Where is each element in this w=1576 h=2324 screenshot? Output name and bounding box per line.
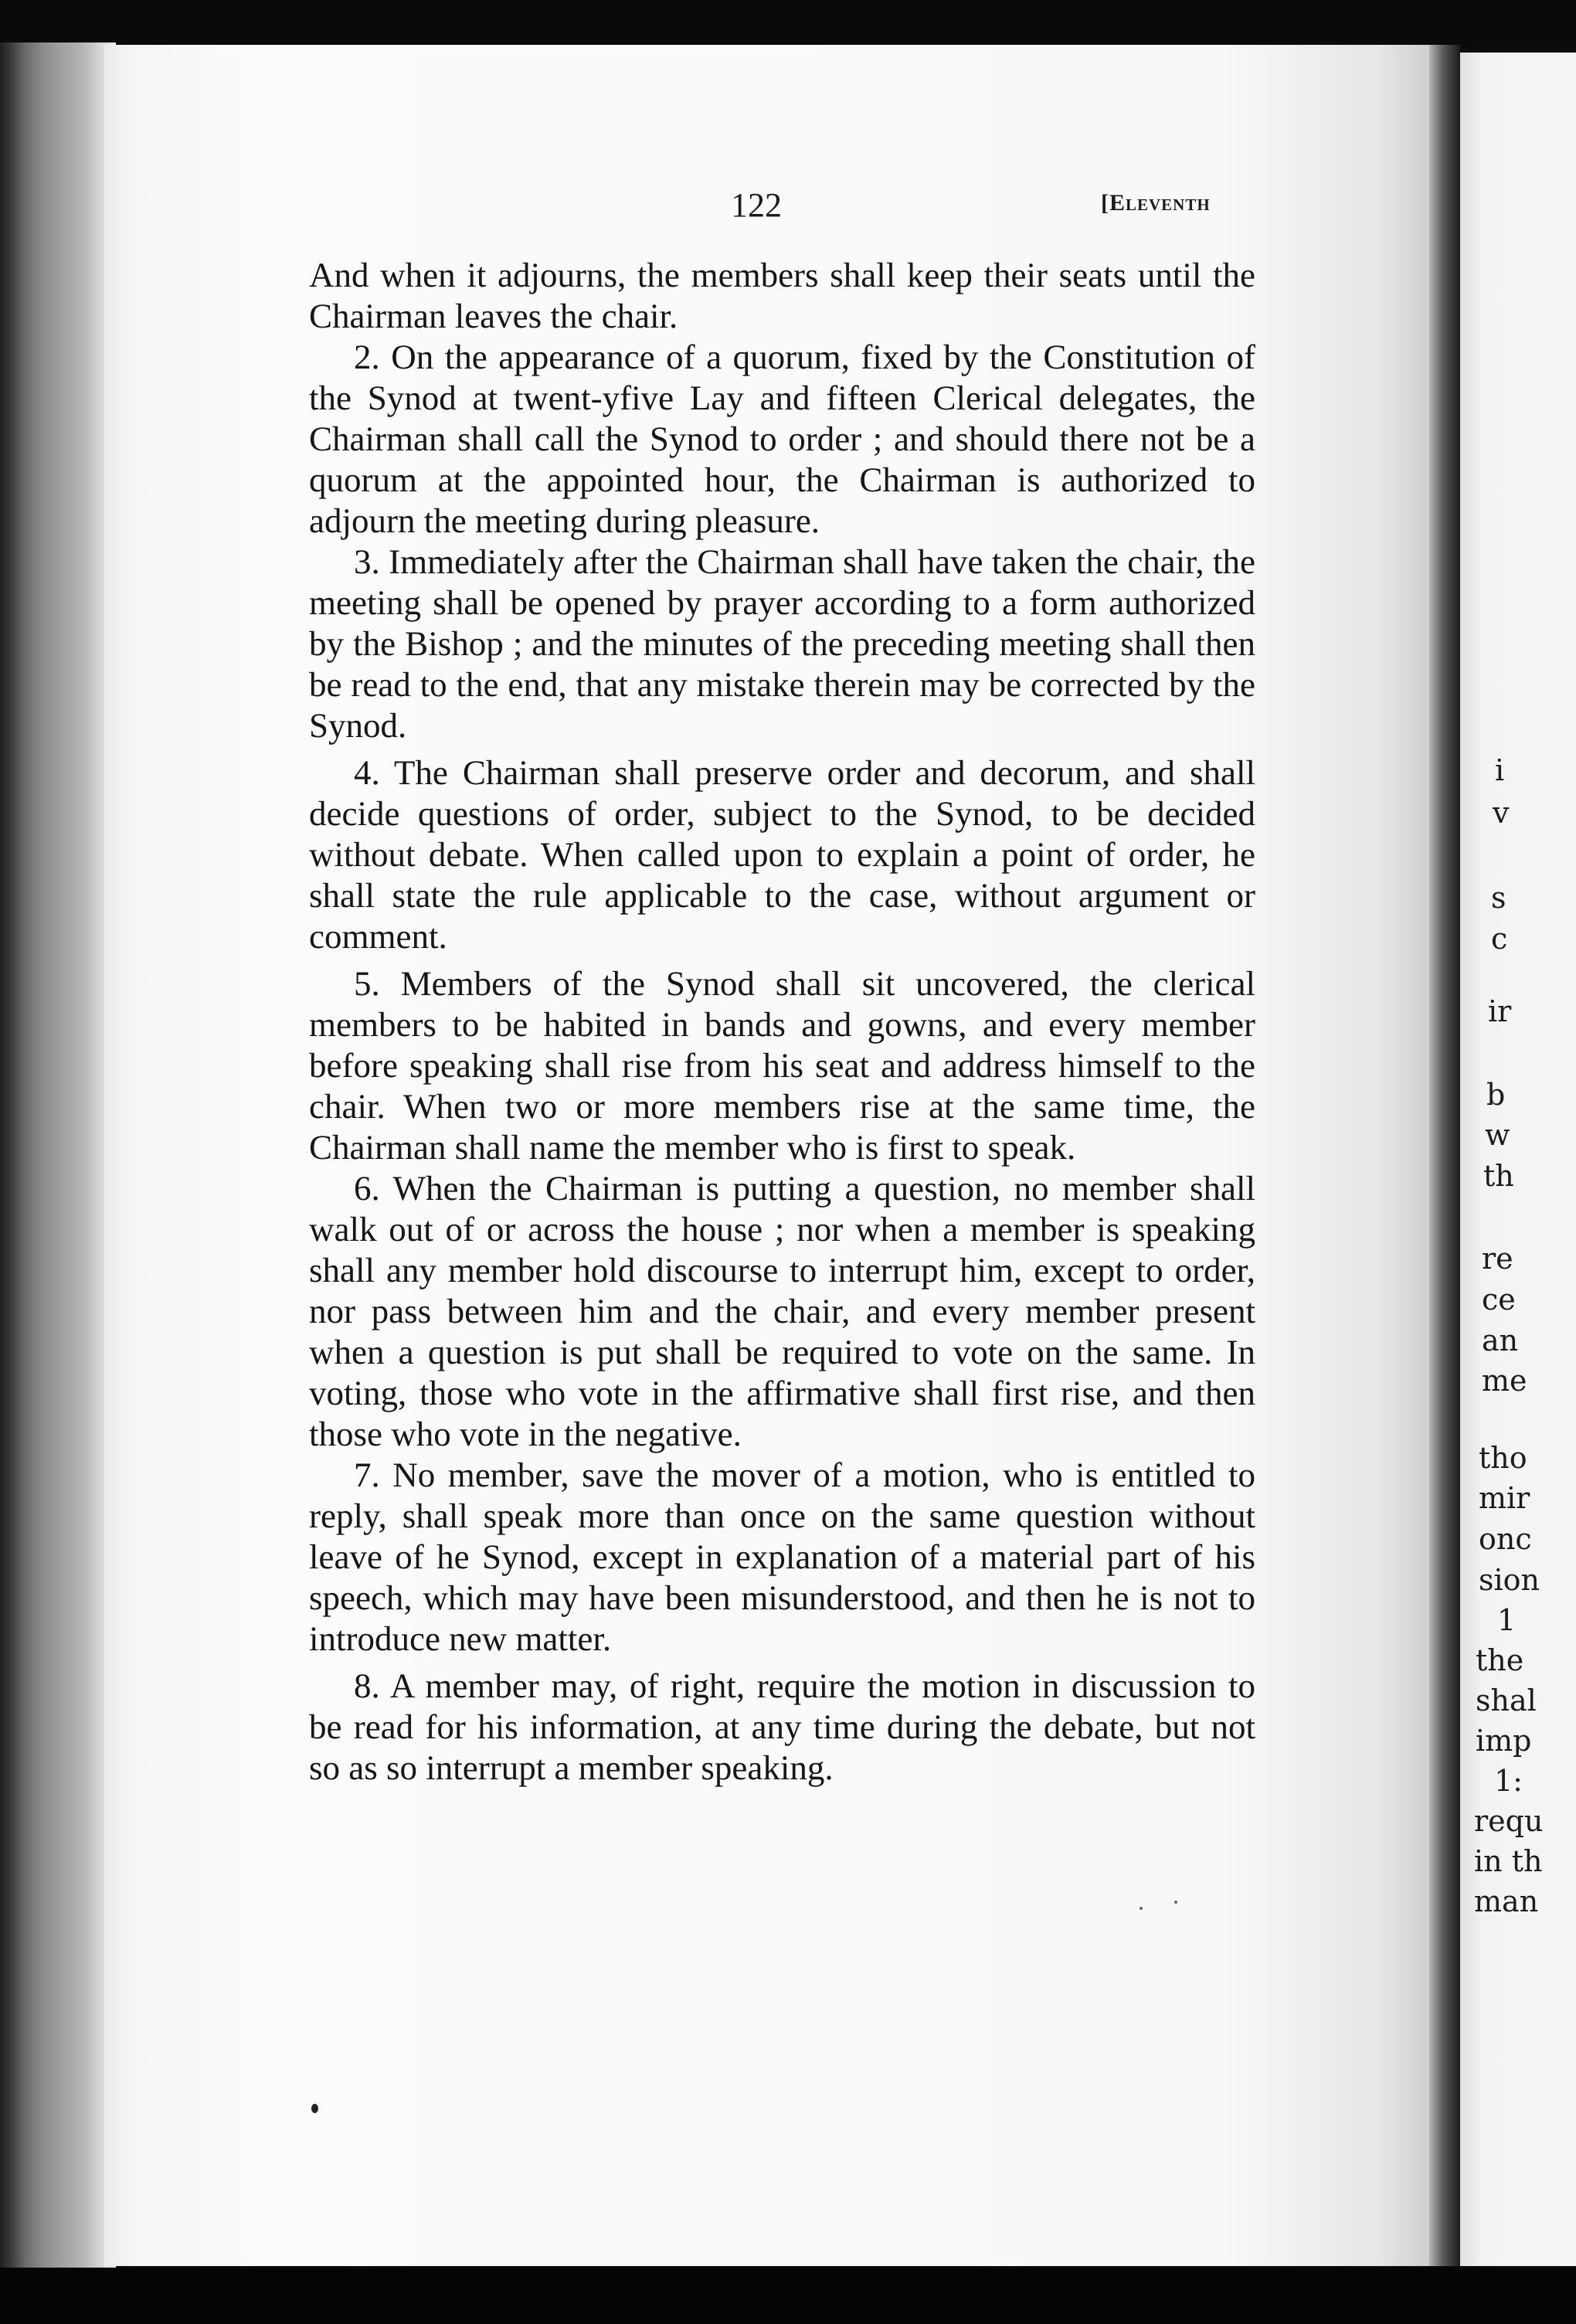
scanner-bottom-border — [0, 2268, 1576, 2324]
facing-page-edge — [1460, 53, 1576, 2266]
facing-page-fragment: s — [1491, 881, 1506, 915]
scanner-top-border — [0, 0, 1576, 48]
facing-page-fragment: shal — [1476, 1684, 1537, 1718]
facing-page-fragment: w — [1485, 1118, 1510, 1152]
rule-paragraph-3: 3. Immediately after the Chairman shall have taken the chair, the meeting shall be opened by prayer according to a form authorized by the Bishop ; and the minutes of the preceding meeting shall then be read to the end, that any mistake therein may be corrected by the Synod. — [309, 542, 1255, 745]
ink-speck — [311, 2104, 318, 2113]
facing-page-fragment: ce — [1482, 1283, 1516, 1317]
facing-page-fragment: in th — [1474, 1844, 1543, 1878]
facing-page-fragment: requ — [1474, 1804, 1544, 1838]
rule-paragraph-8: 8. A member may, of right, require the motion in discussion to be read for his information, at any time during the debate, but not so as so interrupt a member speaking. — [309, 1667, 1255, 1787]
rule-paragraph-2: 2. On the appearance of a quorum, fixed by the Constitution of the Synod at twent-yfive Lay and fifteen Clerical delegates, the Chairman shall call the Synod to order ; and should there not be a quorum at the appointed hour, the Chairman is authorized to adjourn the meeting during pleasure. — [309, 338, 1255, 540]
facing-page-fragment: th — [1483, 1159, 1514, 1193]
facing-page-fragment: 1 — [1497, 1603, 1517, 1637]
book-fore-edge — [0, 42, 116, 2268]
facing-page-fragment: i — [1495, 753, 1505, 787]
rule-paragraph-continuation: And when it adjourns, the members shall keep their seats until the Chairman leaves the chair. — [309, 256, 1255, 335]
facing-page-fragment: c — [1491, 922, 1508, 956]
facing-page-fragment: mir — [1479, 1481, 1530, 1515]
ink-speck — [1140, 1907, 1143, 1910]
book-gutter-shadow — [1429, 45, 1460, 2266]
rule-paragraph-5: 5. Members of the Synod shall sit uncovered, the clerical members to be habited in bands and gowns, and every member before speaking shall rise from his seat and address himself to the chair. When two or more members rise at the same time, the Chairman shall name the member who is first to speak. — [309, 964, 1255, 1167]
facing-page-fragment: the — [1476, 1643, 1524, 1677]
running-head: [Eleventh — [1101, 190, 1211, 216]
facing-page-fragment: imp — [1476, 1724, 1532, 1758]
facing-page-fragment: sion — [1479, 1563, 1540, 1597]
page-body-text — [309, 255, 1255, 1789]
facing-page-fragment: ir — [1488, 994, 1512, 1028]
facing-page-fragment: onc — [1479, 1522, 1532, 1556]
facing-page-fragment: re — [1482, 1242, 1513, 1276]
rule-paragraph-6: 6. When the Chairman is putting a question, no member shall walk out of or across the house ; nor when a member is speaking shall any member hold discourse to interrupt him, except to order, nor pass between him and the chair, and every member present when a question is put shall be required to vote on the same. In voting, those who vote in the affirmative shall first rise, and then those who vote in the negative. — [309, 1169, 1255, 1453]
facing-page-fragment: me — [1482, 1364, 1527, 1398]
ink-speck — [1174, 1901, 1177, 1904]
facing-page-fragment: an — [1482, 1323, 1519, 1357]
rule-paragraph-7: 7. No member, save the mover of a motion, who is entitled to reply, shall speak more than once on the same question without leave of he Synod, except in explanation of a material part of his speech, which may have been misunderstood, and then he is not to introduce new matter. — [309, 1456, 1255, 1658]
page-number: 122 — [731, 186, 782, 224]
facing-page-fragment: b — [1486, 1078, 1506, 1112]
facing-page-fragment: v — [1493, 796, 1510, 830]
rule-paragraph-4: 4. The Chairman shall preserve order and decorum, and shall decide questions of order, subject to the Synod, to be decided without debate. When called upon to explain a point of order, he shall state the rule applicable to the case, without argument or comment. — [309, 753, 1255, 956]
facing-page-fragment: tho — [1479, 1441, 1527, 1475]
facing-page-fragment: 1: — [1494, 1764, 1523, 1798]
facing-page-fragment: man — [1474, 1884, 1539, 1918]
